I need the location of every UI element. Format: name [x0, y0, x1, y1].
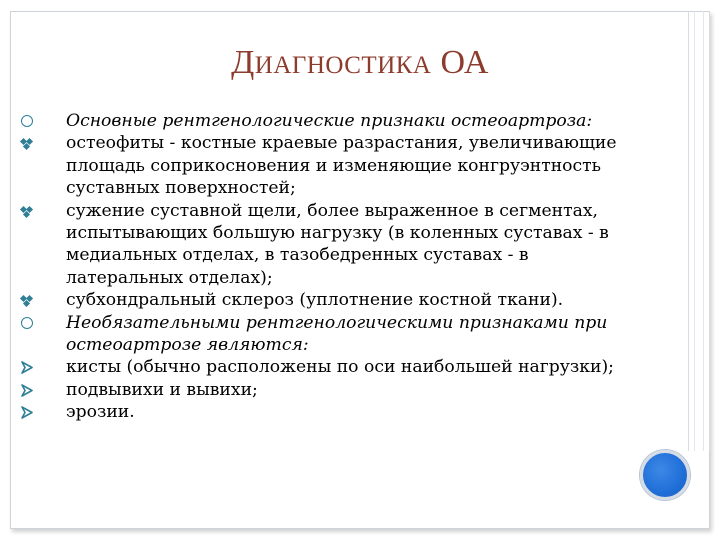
diamond-part — [23, 300, 30, 307]
circle-icon — [20, 114, 34, 128]
list-item-text: кисты (обычно расположены по оси наибольшей нагрузки); — [66, 357, 614, 378]
arrow-icon — [20, 360, 34, 374]
list-item — [20, 312, 630, 357]
list-item-text: субхондральный склероз (уплотнение костной ткани). — [66, 290, 564, 311]
diamond-icon — [20, 293, 34, 307]
arrow-icon — [20, 405, 34, 419]
list-item-text: подвывихи и вывихи; — [66, 379, 258, 400]
diamond-part — [23, 143, 30, 150]
list-item — [20, 110, 630, 132]
slide-title — [0, 44, 720, 82]
diamond-icon — [20, 136, 34, 150]
list-item — [20, 132, 630, 199]
list-item-text: сужение суставной щели, более выраженное в сегментах, испытывающих большую нагрузку (в коленных суставах - в медиальных отделах, в тазобедренных суставах - в латеральных отделах); — [66, 200, 609, 288]
list-item — [20, 401, 630, 423]
diamond-icon — [20, 204, 34, 218]
list-item — [20, 289, 630, 311]
title-rest: ИАГНОСТИКА — [254, 52, 432, 79]
bullet-list — [20, 110, 630, 424]
list-item-text: Основные рентгенологические признаки остеоартроза: — [66, 111, 593, 131]
list-item-text: Необязательными рентгенологическими признаками при остеоартрозе являются: — [66, 312, 608, 356]
list-item-text: эрозии. — [66, 402, 135, 423]
list-item — [20, 379, 630, 401]
arrow-icon — [20, 383, 34, 397]
list-item — [20, 200, 630, 290]
circle-icon — [20, 316, 34, 330]
diamond-part — [23, 211, 30, 218]
title-initial: Д — [231, 44, 255, 81]
list-item — [20, 356, 630, 378]
list-item-text: остеофиты - костные краевые разрастания, увеличивающие площадь соприкосновения и изменяющие конгруэнтность суставных поверхностей; — [66, 133, 617, 199]
title-suffix: ОА — [440, 44, 489, 81]
blue-circle-decoration — [640, 450, 690, 500]
